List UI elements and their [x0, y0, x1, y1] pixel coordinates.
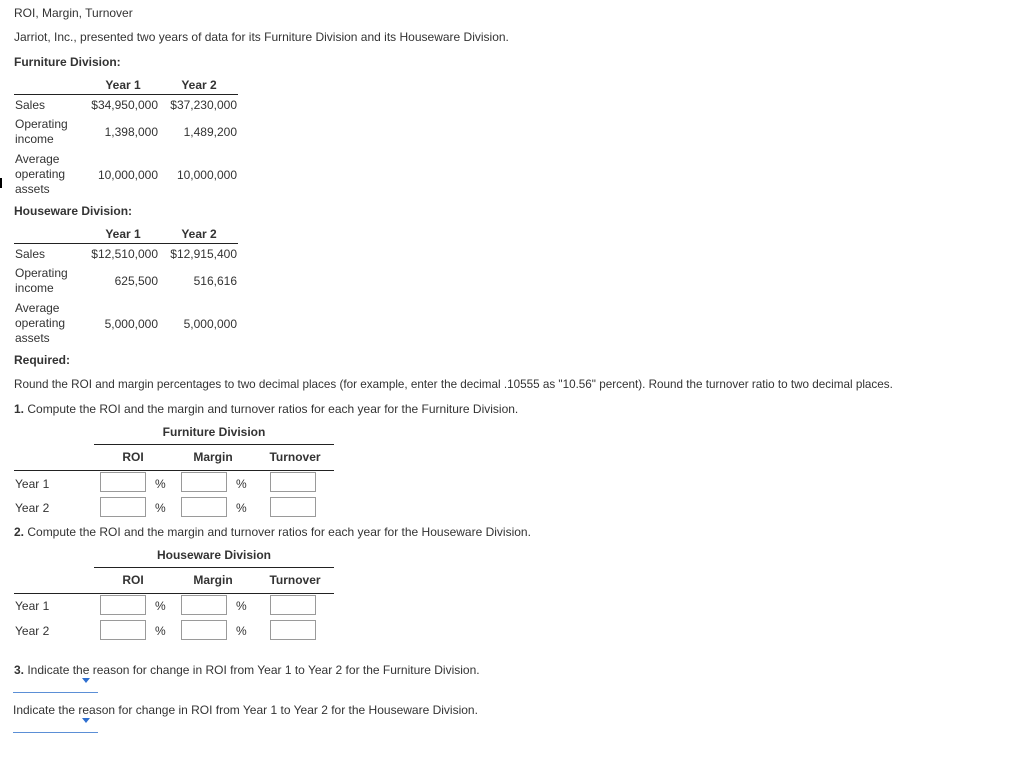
table2-header-rule	[14, 593, 334, 594]
furniture-assets-y1: 10,000,000	[97, 168, 158, 182]
table1-header-rule	[14, 470, 334, 471]
rounding-note: Round the ROI and margin percentages to two decimal places (for example, enter the decimal .10555 as "10.56" percent). Round the turnover ratio to two decimal places.	[14, 378, 893, 391]
table1-col-turnover: Turnover	[269, 450, 321, 464]
houseware-row-label: Sales	[15, 247, 46, 261]
houseware-roi-year1-input[interactable]	[100, 595, 146, 615]
furniture-opinc-y1: 1,398,000	[104, 125, 158, 139]
furniture-heading: Furniture Division:	[14, 55, 121, 69]
table1-col-margin: Margin	[193, 450, 233, 464]
furniture-col-year2: Year 2	[181, 78, 217, 92]
table2-title-rule	[94, 567, 334, 568]
furniture-assets-y2: 10,000,000	[176, 168, 237, 182]
houseware-heading: Houseware Division:	[14, 204, 133, 218]
question-3b-text: Indicate the reason for change in ROI from Year 1 to Year 2 for the Houseware Division.	[13, 703, 478, 717]
required-heading: Required:	[14, 353, 71, 367]
question-2	[14, 525, 531, 539]
houseware-turnover-year2-input[interactable]	[270, 620, 316, 640]
page-title: ROI, Margin, Turnover	[14, 6, 133, 20]
question-1	[14, 402, 518, 416]
furniture-sales-y2: $37,230,000	[170, 98, 237, 112]
question-3-text: Indicate the reason for change in ROI from Year 1 to Year 2 for the Furniture Division.	[24, 663, 480, 677]
percent-sign: %	[155, 599, 166, 613]
houseware-assets-y1: 5,000,000	[104, 317, 158, 331]
furniture-turnover-year2-input[interactable]	[270, 497, 316, 517]
percent-sign: %	[236, 599, 247, 613]
question-3-number: 3.	[14, 663, 25, 677]
furniture-header-rule	[14, 94, 238, 95]
houseware-header-rule	[14, 243, 238, 244]
houseware-margin-year1-input[interactable]	[181, 595, 227, 615]
houseware-col-year1: Year 1	[105, 227, 141, 241]
houseware-roi-year2-input[interactable]	[100, 620, 146, 640]
houseware-turnover-year1-input[interactable]	[270, 595, 316, 615]
table2-col-margin: Margin	[193, 573, 233, 587]
table1-title: Furniture Division	[162, 425, 266, 439]
chevron-down-icon	[82, 678, 90, 683]
furniture-turnover-year1-input[interactable]	[270, 472, 316, 492]
question-2-number: 2.	[14, 525, 25, 539]
question-1-number: 1.	[14, 402, 25, 416]
percent-sign: %	[236, 477, 247, 491]
houseware-row-label: Operating income	[15, 266, 68, 295]
furniture-sales-y1: $34,950,000	[91, 98, 158, 112]
question-3	[14, 663, 480, 677]
houseware-margin-year2-input[interactable]	[181, 620, 227, 640]
furniture-row-label: Sales	[15, 98, 46, 112]
table2-row-year1: Year 1	[15, 599, 50, 613]
percent-sign: %	[236, 501, 247, 515]
houseware-sales-y1: $12,510,000	[91, 247, 158, 261]
table2-col-turnover: Turnover	[269, 573, 321, 587]
table1-col-roi: ROI	[122, 450, 144, 464]
left-edge-marker	[0, 178, 2, 188]
table2-title: Houseware Division	[156, 548, 272, 562]
percent-sign: %	[155, 501, 166, 515]
table1-row-year2: Year 2	[15, 501, 50, 515]
furniture-margin-year2-input[interactable]	[181, 497, 227, 517]
table2-col-roi: ROI	[122, 573, 144, 587]
percent-sign: %	[155, 477, 166, 491]
furniture-row-label: Average operating assets	[15, 152, 66, 196]
houseware-col-year2: Year 2	[181, 227, 217, 241]
furniture-reason-dropdown[interactable]	[13, 677, 98, 693]
furniture-col-year1: Year 1	[105, 78, 141, 92]
table1-title-rule	[94, 444, 334, 445]
furniture-row-label: Operating income	[15, 117, 68, 146]
question-1-text: Compute the ROI and the margin and turnover ratios for each year for the Furniture Division.	[24, 402, 519, 416]
table1-row-year1: Year 1	[15, 477, 50, 491]
furniture-roi-year1-input[interactable]	[100, 472, 146, 492]
houseware-opinc-y1: 625,500	[114, 274, 158, 288]
furniture-roi-year2-input[interactable]	[100, 497, 146, 517]
houseware-opinc-y2: 516,616	[193, 274, 237, 288]
question-2-text: Compute the ROI and the margin and turnover ratios for each year for the Houseware Division.	[24, 525, 531, 539]
houseware-reason-dropdown[interactable]	[13, 717, 98, 733]
table2-row-year2: Year 2	[15, 624, 50, 638]
chevron-down-icon	[82, 718, 90, 723]
houseware-sales-y2: $12,915,400	[170, 247, 237, 261]
furniture-opinc-y2: 1,489,200	[183, 125, 237, 139]
furniture-margin-year1-input[interactable]	[181, 472, 227, 492]
houseware-row-label: Average operating assets	[15, 301, 66, 345]
intro-text: Jarriot, Inc., presented two years of data for its Furniture Division and its Houseware Division.	[14, 30, 509, 44]
percent-sign: %	[155, 624, 166, 638]
houseware-assets-y2: 5,000,000	[183, 317, 237, 331]
percent-sign: %	[236, 624, 247, 638]
